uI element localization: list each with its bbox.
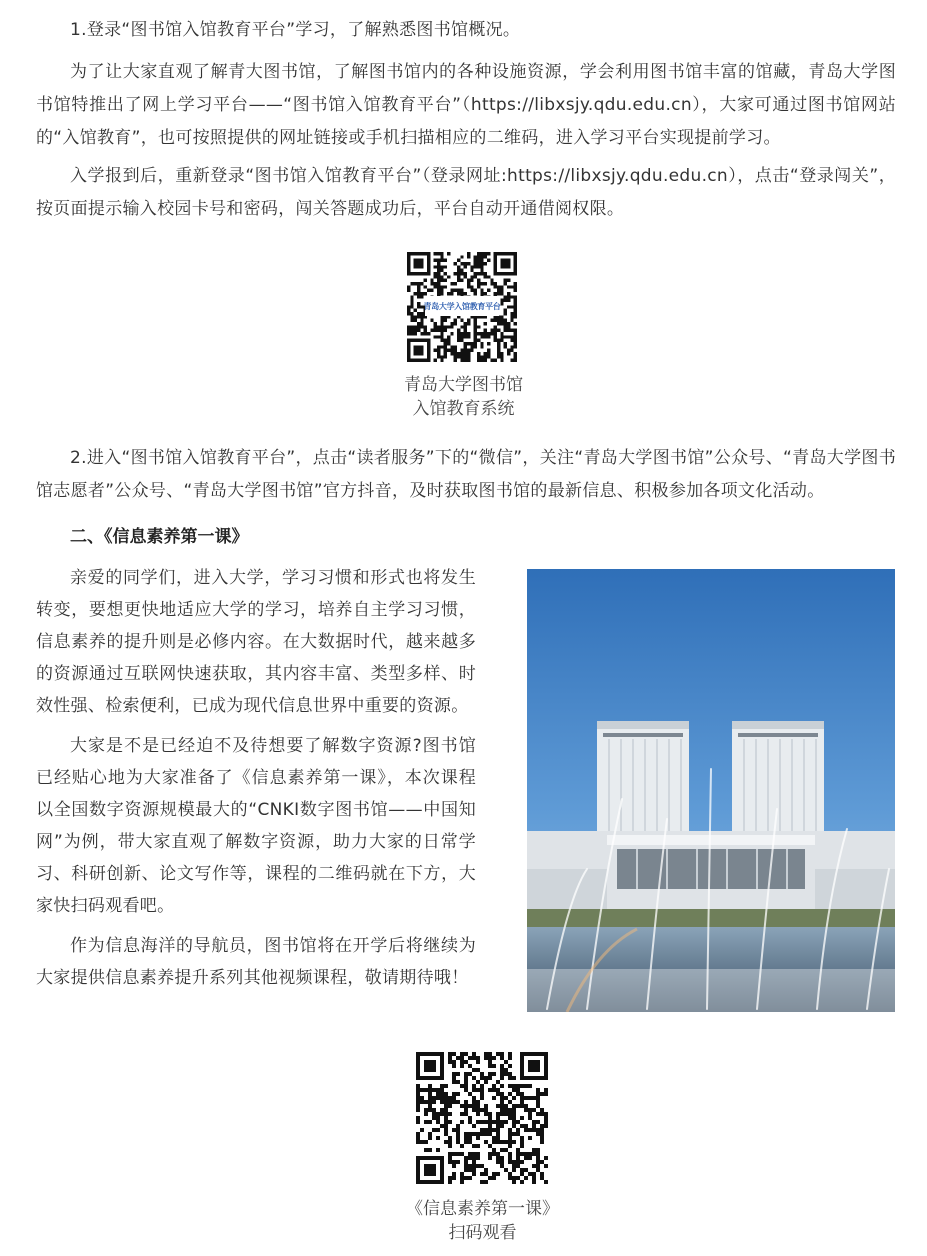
qr-banner	[425, 296, 499, 316]
qr-banner-text: 青岛大学入馆教育平台	[423, 301, 501, 311]
paragraph-after-enrollment: 入学报到后，重新登录“图书馆入馆教育平台”（登录网址:https://libxsjy.qdu.edu.cn），点击“登录闯关”，按页面提示输入校园卡号和密码，闯关答题成功后，平台自动开通借阅权限。	[36, 166, 896, 219]
qr-caption-line1: 青岛大学图书馆	[404, 375, 523, 395]
qr-caption-line2: 扫码观看	[448, 1223, 517, 1243]
section-heading-info-literacy: 二、《信息素养第一课》	[70, 527, 249, 547]
qr-caption-library-education	[330, 373, 597, 421]
qr-code-library-education[interactable]	[407, 252, 517, 362]
paragraph-follow-accounts: 2.进入“图书馆入馆教育平台”，点击“读者服务”下的“微信”，关注“青岛大学图书馆”公众号、“青岛大学图书馆志愿者”公众号、“青岛大学图书馆”官方抖音，及时获取图书馆的最新信息、积极参加各项文化活动。	[36, 448, 896, 501]
qr-caption-line1: 《信息素养第一课》	[406, 1199, 559, 1219]
info-literacy-paragraph: 亲爱的同学们，进入大学，学习习惯和形式也将发生转变，要想更快地适应大学的学习，培养自主学习习惯，信息素养的提升则是必修内容。在大数据时代，越来越多的资源通过互联网快速获取，其内容丰富、类型多样、时效性强、检索便利，已成为现代信息世界中重要的资源。	[36, 568, 476, 716]
info-literacy-paragraph: 作为信息海洋的导航员，图书馆将在开学后将继续为大家提供信息素养提升系列其他视频课程，敬请期待哦！	[36, 936, 476, 988]
info-literacy-paragraph: 大家是不是已经迫不及待想要了解数字资源?图书馆已经贴心地为大家准备了《信息素养第一课》，本次课程以全国数字资源规模最大的“CNKI数字图书馆——中国知网”为例，带大家直观了解数字资源，助力大家的日常学习、科研创新、论文写作等，课程的二维码就在下方，大家快扫码观看吧。	[36, 736, 476, 916]
library-building-photo	[527, 569, 895, 1012]
qr-code-image	[416, 1052, 548, 1184]
info-literacy-text	[36, 562, 476, 1002]
qr-caption-line2: 入馆教育系统	[412, 399, 515, 419]
qr-caption-info-literacy	[330, 1197, 635, 1245]
qr-code-info-literacy-course[interactable]	[416, 1052, 548, 1184]
paragraph-login-platform: 1.登录“图书馆入馆教育平台”学习，了解熟悉图书馆概况。	[70, 20, 521, 40]
paragraph-platform-intro: 为了让大家直观了解青大图书馆，了解图书馆内的各种设施资源，学会利用图书馆丰富的馆藏，青岛大学图书馆特推出了网上学习平台——“图书馆入馆教育平台”（https://libxsjy.qdu.edu.cn），大家可通过图书馆网站的“入馆教育”，也可按照提供的网址链接或手机扫描相应的二维码，进入学习平台实现提前学习。	[36, 62, 896, 148]
library-building-illustration	[527, 569, 895, 1012]
